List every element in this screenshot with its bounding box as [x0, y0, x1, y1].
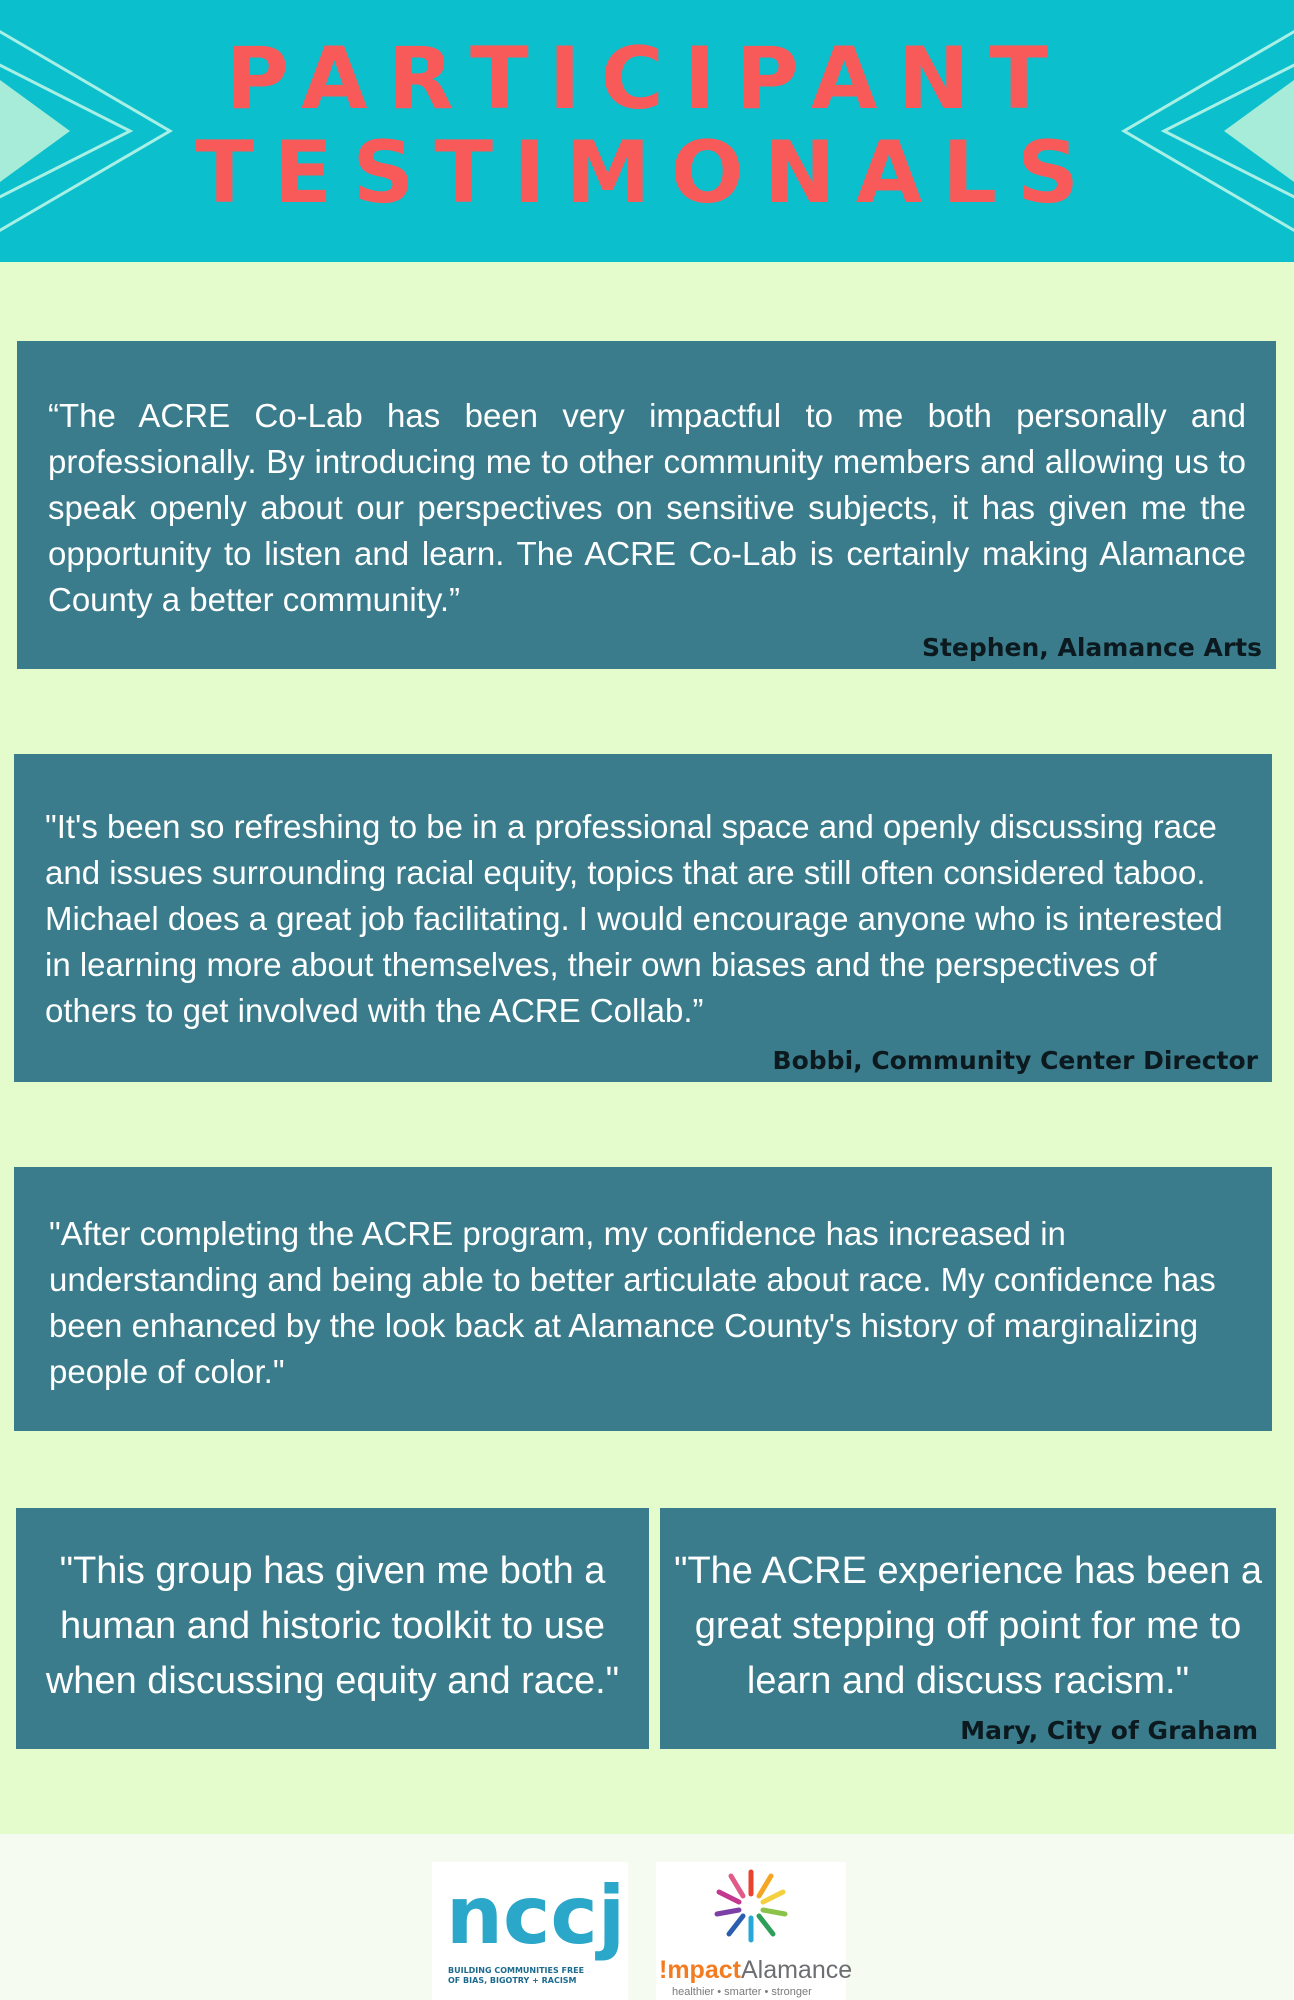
testimonial-quote: "After completing the ACRE program, my confidence has increased in understanding and being able to better articulate about race. My confidence has been enhanced by the look back at Alamance County's history of marginalizing people of color." — [49, 1215, 1216, 1390]
testimonial-quote: "The ACRE experience has been a great stepping off point for me to learn and discuss racism." — [673, 1550, 1263, 1702]
testimonial-card-5 — [660, 1508, 1276, 1749]
testimonial-card-2 — [14, 754, 1272, 1082]
nccj-tagline-line-2: OF BIAS, BIGOTRY + RACISM — [448, 1976, 577, 1985]
nccj-tagline-line-1: BUILDING COMMUNITIES FREE — [448, 1966, 585, 1975]
impact-logo-suffix: Alamance — [740, 1956, 853, 1984]
testimonial-quote: "It's been so refreshing to be in a professional space and openly discussing race and issues surrounding racial equity, topics that are still often considered taboo. Michael does a great job facilitating. I would encourage anyone who is interested in learning more about themselves, their own biases and the perspectives of others to get involved with the ACRE Collab.” — [45, 808, 1223, 1029]
nccj-logo — [432, 1862, 628, 2000]
impact-alamance-logo — [656, 1862, 853, 2000]
testimonial-quote: "This group has given me both a human and historic toolkit to use when discussing equity and race." — [45, 1550, 620, 1702]
sunburst-icon — [711, 1866, 791, 1946]
impact-tagline: healthier • smarter • stronger — [672, 1986, 812, 1998]
testimonial-card-3 — [14, 1167, 1272, 1431]
header-banner — [0, 0, 1294, 262]
testimonial-quote: “The ACRE Co-Lab has been very impactful to me both personally and professionally. By introducing me to other community members and allowing us to speak openly about our perspectives on sensitive subjects, it has given me the opportunity to listen and learn. The ACRE Co-Lab is certainly making Alamance County a better community.” — [48, 397, 1246, 618]
impact-alamance-logo-text — [659, 1956, 852, 1985]
page-title-line-1: PARTICIPANT — [225, 29, 1069, 129]
nccj-logo-text: nccj — [446, 1869, 626, 1962]
impact-logo-prefix: !mpact — [659, 1956, 741, 1984]
testimonial-author: Mary, City of Graham — [960, 1716, 1258, 1745]
testimonial-card-1 — [17, 341, 1276, 669]
testimonial-author: Stephen, Alamance Arts — [921, 633, 1262, 662]
footer — [0, 1834, 1294, 2000]
page-title-line-2: TESTIMONALS — [195, 123, 1099, 223]
testimonial-card-4 — [16, 1508, 649, 1749]
testimonial-author: Bobbi, Community Center Director — [772, 1046, 1258, 1075]
